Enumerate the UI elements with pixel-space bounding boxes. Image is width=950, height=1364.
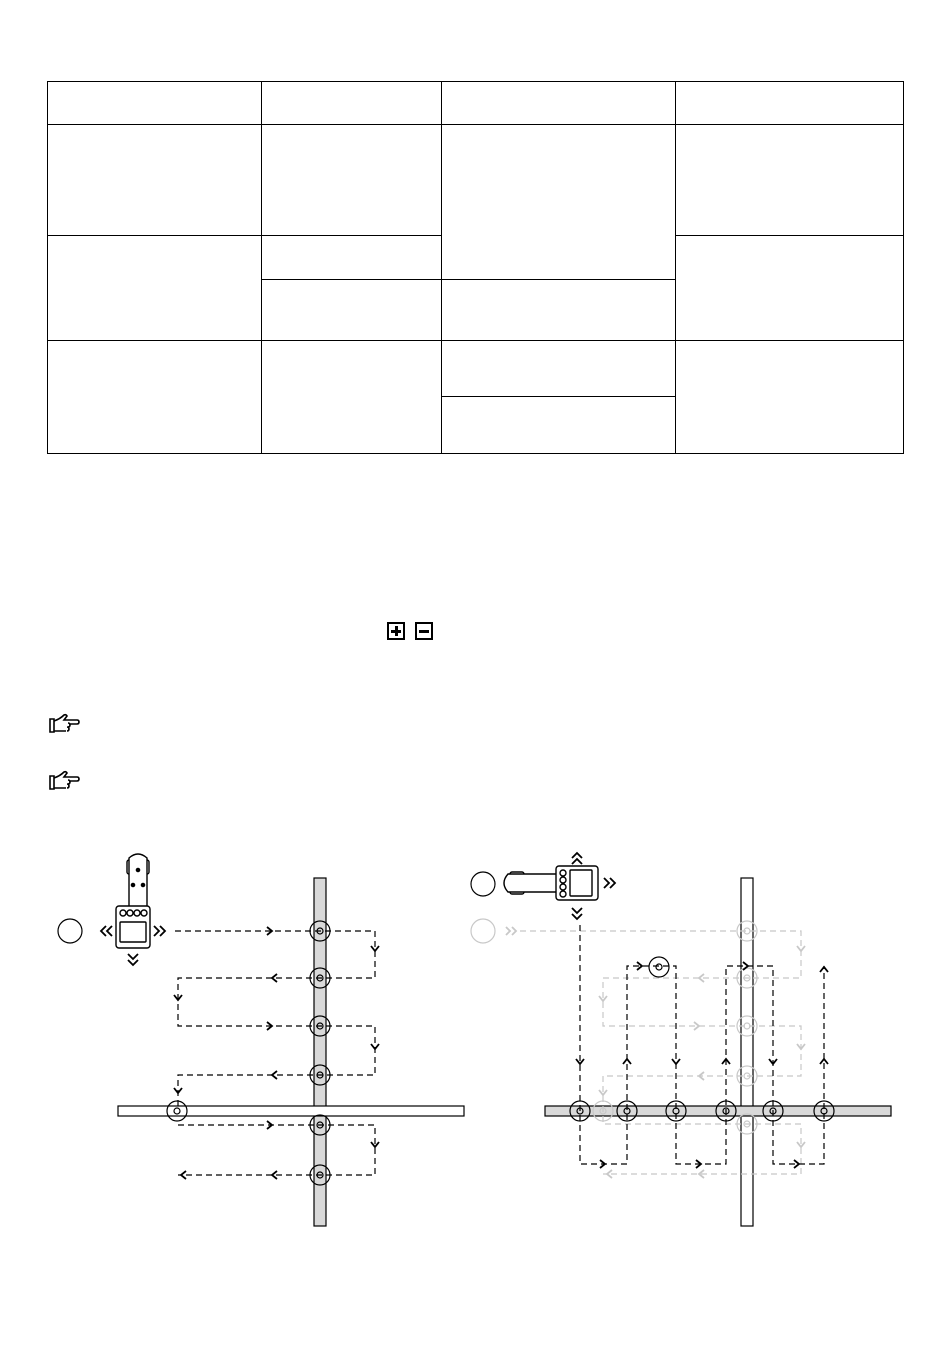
path-arrows [576,962,828,1168]
table-header-cell-1 [48,82,262,125]
horizontal-pipe [545,1106,891,1116]
horizontal-pipe [118,1106,464,1116]
marker-points [570,957,834,1121]
table-cell [262,341,442,454]
step-circle [471,872,495,896]
table-header-cell-3 [442,82,676,125]
data-table [47,81,904,454]
locating-diagram-right [460,840,900,1240]
locating-diagram-left [40,850,480,1240]
previous-search-path [520,931,801,1174]
table-cell [442,341,676,397]
table-header-cell-2 [262,82,442,125]
table-cell [48,236,262,341]
pointing-hand-icon [48,713,82,735]
previous-arrows [506,927,805,1178]
marker-points [167,921,330,1185]
table-cell [262,236,442,280]
table-cell [262,125,442,236]
key-icons [387,622,433,640]
path-arrows [174,927,379,1179]
table-cell [676,125,904,236]
table-header-cell-4 [676,82,904,125]
table-cell [676,341,904,454]
table-cell [442,280,676,341]
minus-key-icon [415,622,433,640]
table-cell [442,397,676,454]
table-cell [48,341,262,454]
step-circle [58,919,82,943]
search-path [580,925,824,1164]
table-cell [442,125,676,280]
table-cell [262,280,442,341]
pointing-hand-icon [48,770,82,792]
locator-device-icon [116,854,150,948]
locator-device-icon [504,866,598,900]
table-cell [676,236,904,341]
vertical-pipe [314,878,326,1226]
table-cell [48,125,262,236]
plus-key-icon [387,622,405,640]
search-path [175,931,375,1175]
